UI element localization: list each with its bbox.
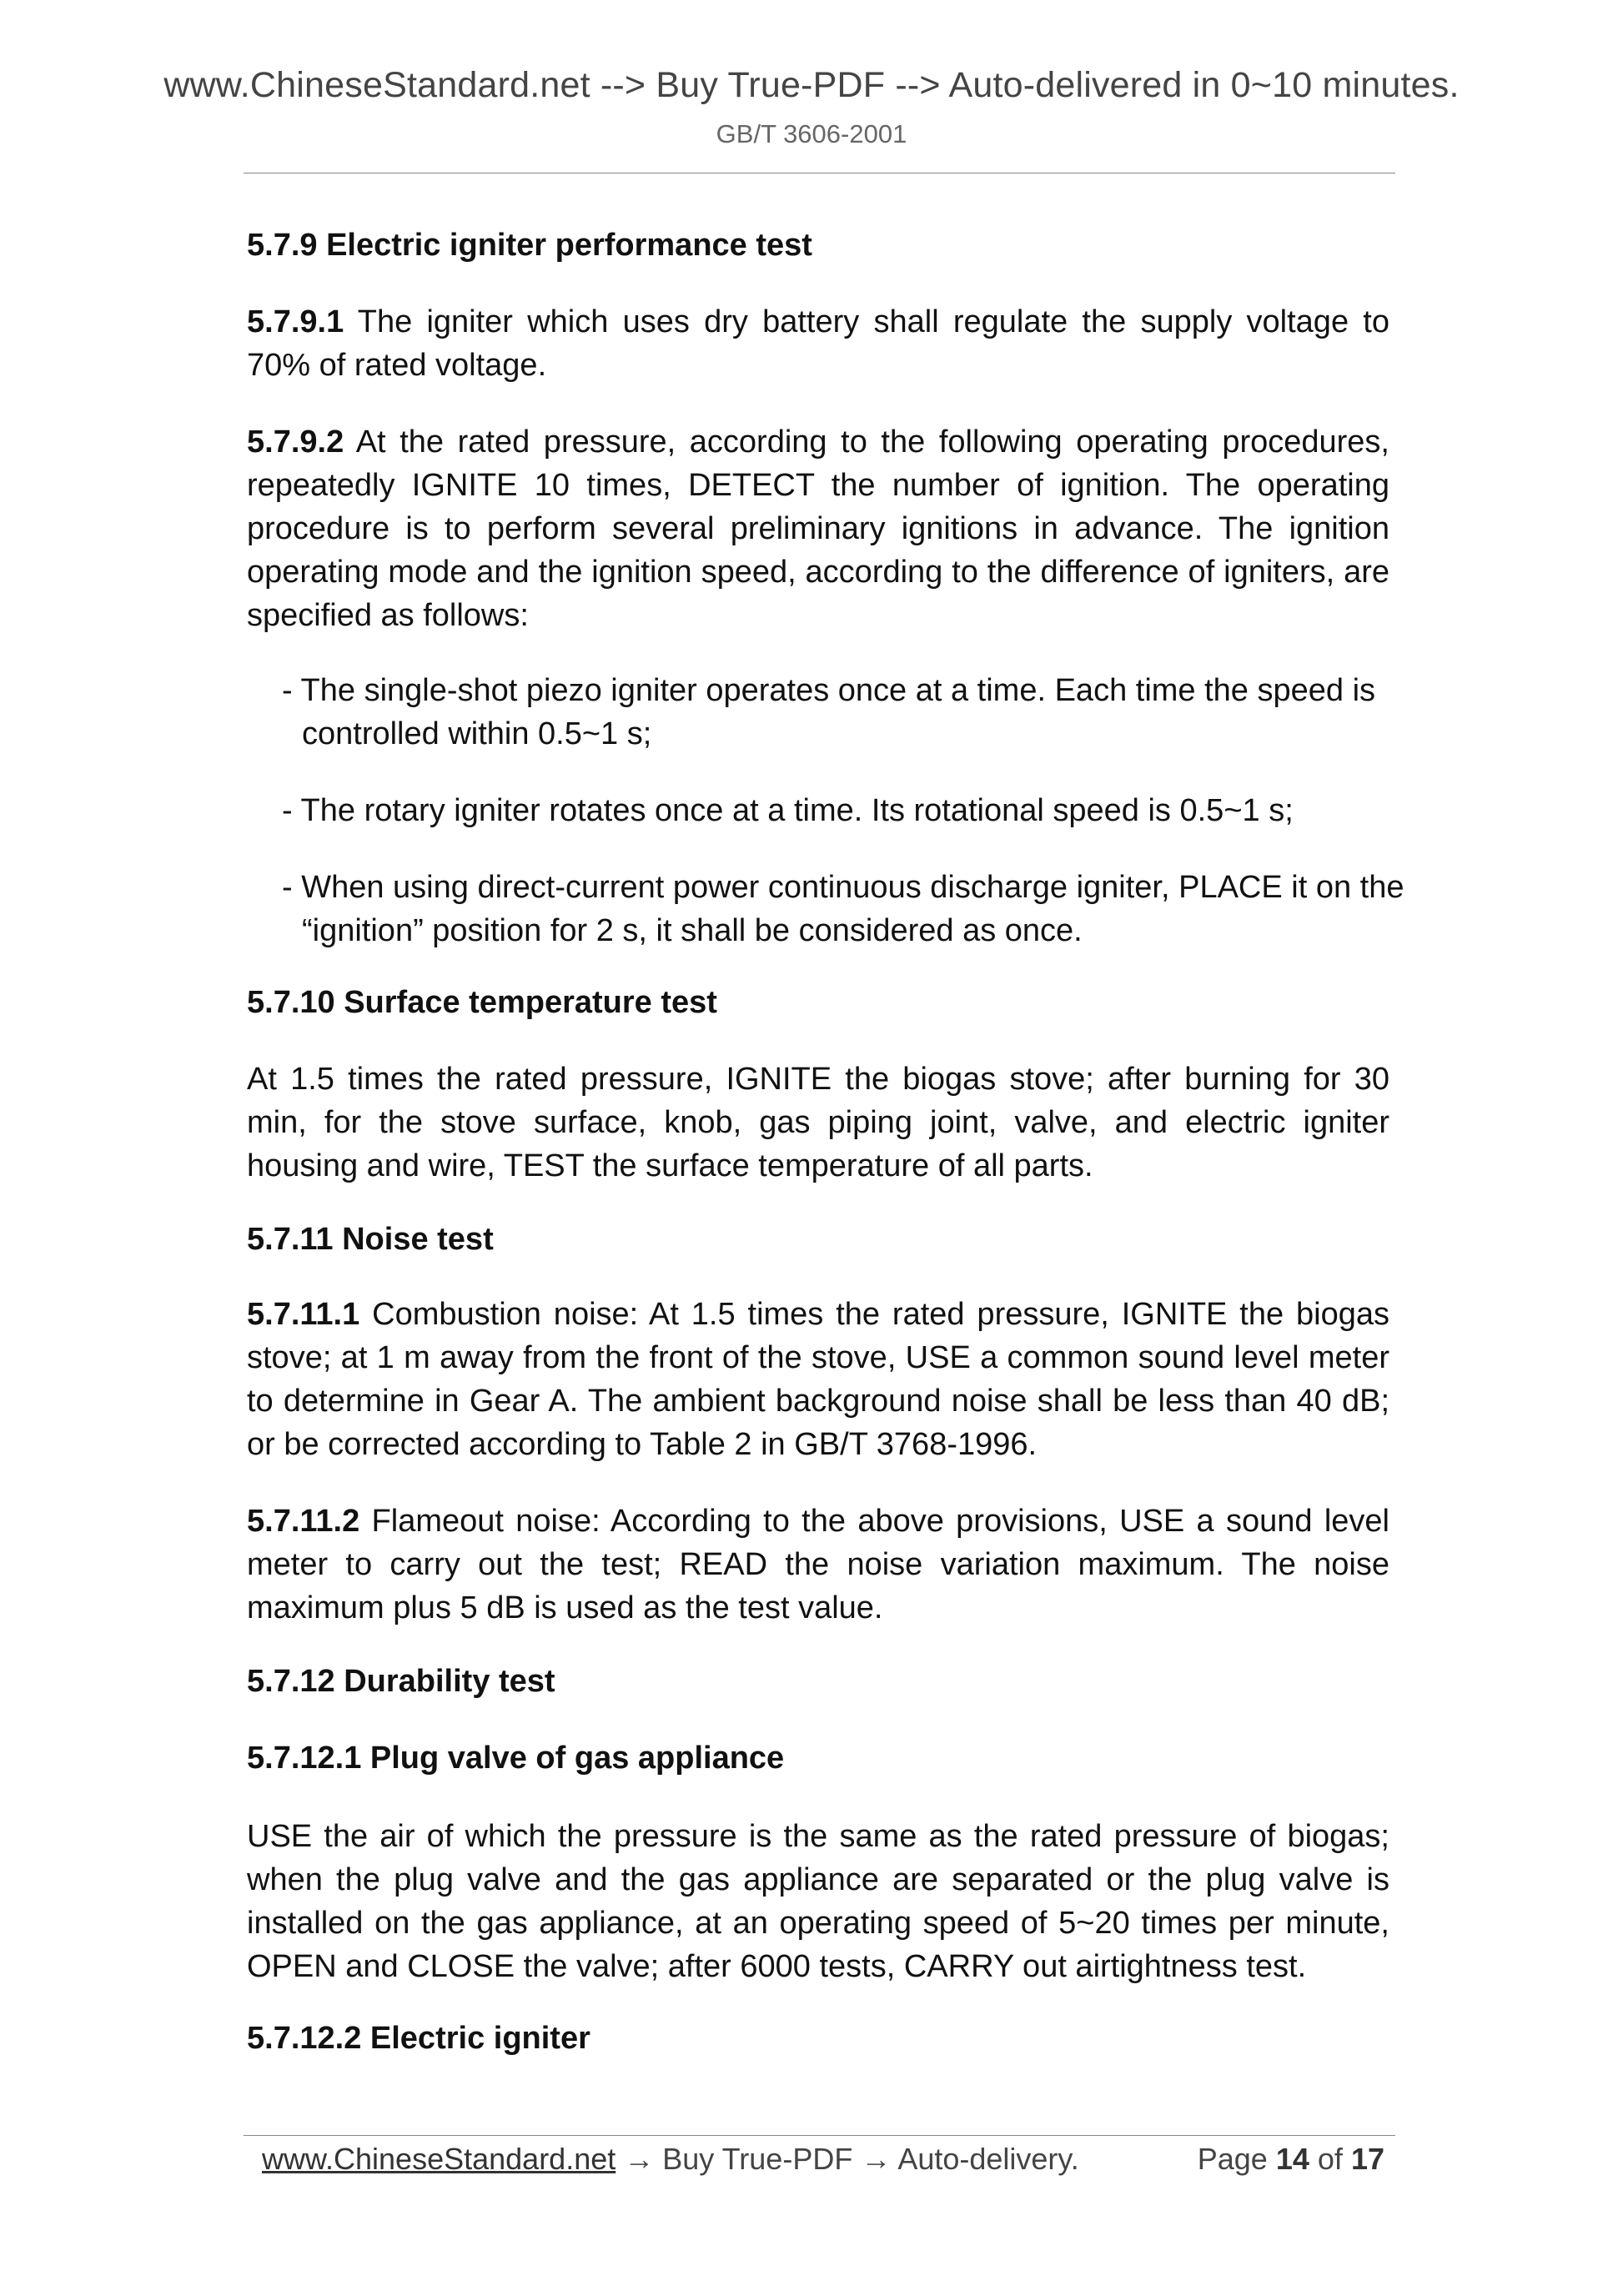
heading-5-7-12: 5.7.12 Durability test xyxy=(247,1664,555,1699)
heading-5-7-11: 5.7.11 Noise test xyxy=(247,1222,494,1257)
clause-number: 5.7.11.1 xyxy=(247,1297,360,1332)
list-item: - The single-shot piezo igniter operates once at a time. Each time the speed is controlled within 0.5~1 s; xyxy=(282,673,1376,751)
paragraph-5-7-11-1 xyxy=(247,1293,1389,1466)
footer-divider xyxy=(244,2135,1395,2136)
heading-5-7-9: 5.7.9 Electric igniter performance test xyxy=(247,228,812,263)
clause-number: 5.7.9.2 xyxy=(247,425,344,460)
page-word: Page xyxy=(1197,2142,1268,2176)
document-id: GB/T 3606-2001 xyxy=(716,119,907,148)
list-item: - When using direct-current power continuous discharge igniter, PLACE it on the “ignition” position for 2 s, it shall be considered as once. xyxy=(282,870,1404,948)
paragraph-5-7-11-2 xyxy=(247,1500,1389,1630)
clause-text: The igniter which uses dry battery shall regulate the supply voltage to 70% of rated voltage. xyxy=(247,304,1389,383)
total-pages: 17 xyxy=(1350,2142,1384,2176)
clause-text: Flameout noise: According to the above provisions, USE a sound level meter to carry out the test; READ the noise variation maximum. The noise maximum plus 5 dB is used as the test value. xyxy=(247,1504,1389,1625)
header-banner: www.ChineseStandard.net --> Buy True-PDF --> Auto-delivered in 0~10 minutes. xyxy=(163,65,1460,105)
paragraph-5-7-12-1: USE the air of which the pressure is the same as the rated pressure of biogas; when the plug valve and the gas appliance are separated or the plug valve is installed on the gas appliance, at an operating speed of 5~20 times per minute, OPEN and CLOSE the valve; after 6000 tests, CARRY out airtightness test. xyxy=(247,1819,1389,1984)
list-item: - The rotary igniter rotates once at a time. Its rotational speed is 0.5~1 s; xyxy=(282,793,1294,828)
footer-site-link[interactable]: www.ChineseStandard.net xyxy=(262,2142,616,2176)
page-footer xyxy=(262,2138,1389,2181)
paragraph-5-7-10: At 1.5 times the rated pressure, IGNITE the biogas stove; after burning for 30 min, for the stove surface, knob, gas piping joint, valve, and electric igniter housing and wire, TEST the surface temperature of all parts. xyxy=(247,1062,1389,1183)
heading-5-7-10: 5.7.10 Surface temperature test xyxy=(247,985,717,1020)
paragraph-5-7-9-1 xyxy=(247,300,1389,387)
footer-promo: → Buy True-PDF → Auto-delivery. xyxy=(616,2142,1079,2176)
clause-text: At the rated pressure, according to the following operating procedures, repeatedly IGNITE 10 times, DETECT the number of ignition. The operating procedure is to perform several preliminary ignitions in advance. The ignition operating mode and the ignition speed, according to the difference of igniters, are specified as follows: xyxy=(247,425,1389,633)
heading-5-7-12-2: 5.7.12.2 Electric igniter xyxy=(247,2021,590,2056)
clause-text: Combustion noise: At 1.5 times the rated pressure, IGNITE the biogas stove; at 1 m away from the front of the stove, USE a common sound level meter to determine in Gear A. The ambient background noise shall be less than 40 dB; or be corrected according to Table 2 in GB/T 3768-1996. xyxy=(247,1297,1389,1462)
footer-left xyxy=(262,2138,1079,2181)
current-page: 14 xyxy=(1275,2142,1309,2176)
page-number xyxy=(1198,2138,1384,2181)
clause-number: 5.7.9.1 xyxy=(247,304,344,339)
of-word: of xyxy=(1317,2142,1343,2176)
clause-number: 5.7.11.2 xyxy=(247,1504,360,1539)
paragraph-5-7-9-2 xyxy=(247,420,1389,637)
heading-5-7-12-1: 5.7.12.1 Plug valve of gas appliance xyxy=(247,1741,785,1776)
